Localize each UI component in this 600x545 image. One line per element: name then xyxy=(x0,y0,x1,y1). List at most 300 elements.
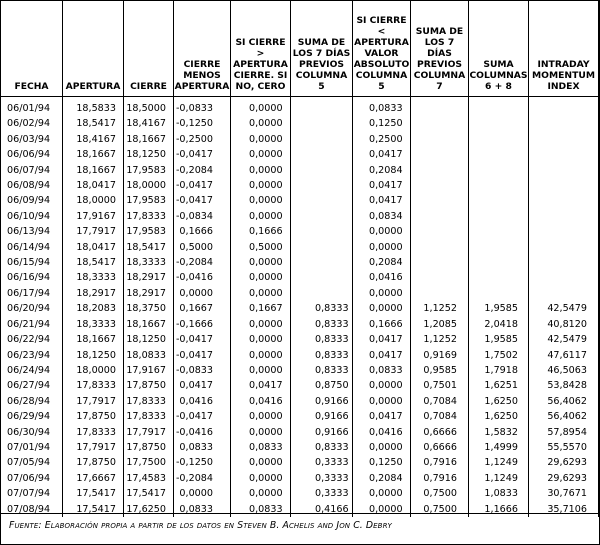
table-cell: -0,0417 xyxy=(174,332,231,347)
table-cell: 0,6666 xyxy=(411,425,469,440)
table-cell: 35,7106 xyxy=(529,502,599,517)
header-row xyxy=(1,0,599,97)
table-cell: -0,0416 xyxy=(174,425,231,440)
table-cell: 0,0833 xyxy=(174,440,231,455)
table-cell: 18,1250 xyxy=(124,332,174,347)
table-cell: 17,9167 xyxy=(124,363,174,378)
table-cell: 2,0418 xyxy=(469,317,529,332)
table-cell: 0,0416 xyxy=(174,394,231,409)
table-cell: 17,5417 xyxy=(63,502,124,517)
table-row xyxy=(1,332,599,347)
table-cell: 17,8750 xyxy=(124,440,174,455)
table-body xyxy=(1,97,599,517)
table-cell: 06/30/94 xyxy=(1,425,63,440)
table-cell: 0,7916 xyxy=(411,455,469,470)
table-cell: 06/22/94 xyxy=(1,332,63,347)
table-row xyxy=(1,97,599,117)
table-cell: 0,9166 xyxy=(291,425,353,440)
table-cell: 0,0417 xyxy=(353,193,411,208)
table-cell: 0,0000 xyxy=(231,332,291,347)
table-cell: 0,0417 xyxy=(174,378,231,393)
table-cell xyxy=(291,132,353,147)
table-cell: 1,9585 xyxy=(469,332,529,347)
table-cell: 0,0416 xyxy=(353,425,411,440)
table-cell: 53,8428 xyxy=(529,378,599,393)
table-cell: 18,1667 xyxy=(63,163,124,178)
table-cell: 0,7084 xyxy=(411,394,469,409)
table-cell: 0,5000 xyxy=(231,240,291,255)
table-cell: 0,0000 xyxy=(231,317,291,332)
table-cell xyxy=(291,116,353,131)
table-cell: 0,0000 xyxy=(231,486,291,501)
table-cell xyxy=(469,240,529,255)
table-cell: 0,0000 xyxy=(231,178,291,193)
table-row xyxy=(1,163,599,178)
table-row xyxy=(1,286,599,301)
table-row xyxy=(1,193,599,208)
table-cell xyxy=(469,116,529,131)
table-cell: 57,8954 xyxy=(529,425,599,440)
table-cell: 07/07/94 xyxy=(1,486,63,501)
table-cell xyxy=(529,132,599,147)
table-cell: 30,7671 xyxy=(529,486,599,501)
table-cell xyxy=(411,193,469,208)
table-cell: 0,0000 xyxy=(174,286,231,301)
table-cell xyxy=(291,163,353,178)
table-cell: 0,8333 xyxy=(291,348,353,363)
table-cell xyxy=(291,178,353,193)
table-cell: 06/21/94 xyxy=(1,317,63,332)
table-cell: 1,6250 xyxy=(469,409,529,424)
table-cell: -0,1666 xyxy=(174,317,231,332)
table-cell xyxy=(529,193,599,208)
table-cell: 17,6250 xyxy=(124,502,174,517)
table-cell: 0,1250 xyxy=(353,116,411,131)
table-cell: 06/17/94 xyxy=(1,286,63,301)
table-cell xyxy=(529,116,599,131)
table-cell: 06/10/94 xyxy=(1,209,63,224)
table-cell xyxy=(529,255,599,270)
table-cell xyxy=(411,132,469,147)
table-cell: -0,0417 xyxy=(174,178,231,193)
column-header: SI CIERRE < APERTURA VALOR ABSOLUTO COLUMNA 5 xyxy=(353,0,411,97)
table-cell: 0,0834 xyxy=(353,209,411,224)
table-cell xyxy=(291,209,353,224)
table-row xyxy=(1,132,599,147)
table-cell xyxy=(291,270,353,285)
table-cell: 0,0833 xyxy=(231,502,291,517)
table-row xyxy=(1,455,599,470)
table-cell: 07/01/94 xyxy=(1,440,63,455)
column-header: SUMA DE LOS 7 DÍAS PREVIOS COLUMNA 5 xyxy=(291,0,353,97)
table-cell: 0,0000 xyxy=(231,348,291,363)
table-cell xyxy=(469,209,529,224)
table-cell: 18,1667 xyxy=(63,332,124,347)
column-header: SUMA DE LOS 7 DÍAS PREVIOS COLUMNA 7 xyxy=(411,0,469,97)
table-cell: 0,8750 xyxy=(291,378,353,393)
table-cell: 0,0000 xyxy=(353,378,411,393)
table-cell: 0,8333 xyxy=(291,363,353,378)
table-row xyxy=(1,440,599,455)
table-cell: 17,5417 xyxy=(124,486,174,501)
table-cell: 1,9585 xyxy=(469,301,529,316)
table-cell xyxy=(529,163,599,178)
table-row xyxy=(1,486,599,501)
table-row xyxy=(1,116,599,131)
table-cell: -0,0834 xyxy=(174,209,231,224)
table-cell: 0,0833 xyxy=(353,363,411,378)
table-cell: -0,0417 xyxy=(174,348,231,363)
table-cell xyxy=(469,147,529,162)
table-cell: -0,2500 xyxy=(174,132,231,147)
table-cell xyxy=(469,255,529,270)
table-cell: 0,1666 xyxy=(231,224,291,239)
table-cell: 18,2917 xyxy=(124,286,174,301)
table-cell xyxy=(291,97,353,117)
table-cell: 0,0000 xyxy=(231,163,291,178)
table-cell: 18,0417 xyxy=(63,240,124,255)
table-cell xyxy=(291,224,353,239)
table-row xyxy=(1,209,599,224)
table-cell: 0,0000 xyxy=(231,132,291,147)
table-row xyxy=(1,502,599,517)
table-cell: 0,2084 xyxy=(353,471,411,486)
table-cell: 17,7917 xyxy=(63,224,124,239)
table-cell: 0,1666 xyxy=(174,224,231,239)
table-cell: 0,0417 xyxy=(353,409,411,424)
table-cell xyxy=(529,209,599,224)
table-cell: 06/02/94 xyxy=(1,116,63,131)
table-cell xyxy=(469,286,529,301)
table-cell: 06/28/94 xyxy=(1,394,63,409)
table-cell xyxy=(529,97,599,117)
table-cell: 17,7917 xyxy=(63,394,124,409)
table-cell: 0,0000 xyxy=(174,486,231,501)
table-cell: -0,2084 xyxy=(174,163,231,178)
table-cell: 06/01/94 xyxy=(1,97,63,117)
table-cell: 0,7500 xyxy=(411,502,469,517)
table-row xyxy=(1,394,599,409)
table-cell: 0,0000 xyxy=(231,471,291,486)
table-cell: 0,3333 xyxy=(291,486,353,501)
table-row xyxy=(1,348,599,363)
table-cell: 1,5832 xyxy=(469,425,529,440)
table-cell xyxy=(411,97,469,117)
table-cell: -0,0417 xyxy=(174,193,231,208)
table-cell: 18,2917 xyxy=(124,270,174,285)
table-cell: 1,1666 xyxy=(469,502,529,517)
table-cell: 0,4166 xyxy=(291,502,353,517)
table-cell: 18,5417 xyxy=(63,116,124,131)
table-cell: -0,1250 xyxy=(174,116,231,131)
table-cell: 56,4062 xyxy=(529,409,599,424)
footnote-label: Fuente: xyxy=(9,520,42,531)
table-cell xyxy=(529,270,599,285)
table-cell: 06/08/94 xyxy=(1,178,63,193)
table-cell: 1,1249 xyxy=(469,455,529,470)
table-cell: 42,5479 xyxy=(529,332,599,347)
table-cell: 06/15/94 xyxy=(1,255,63,270)
table-cell: 0,0416 xyxy=(231,394,291,409)
table-row xyxy=(1,178,599,193)
table-cell: 18,0000 xyxy=(63,363,124,378)
table-cell: 42,5479 xyxy=(529,301,599,316)
table-cell: 1,1249 xyxy=(469,471,529,486)
table-cell: 0,0000 xyxy=(231,116,291,131)
table-cell: -0,0417 xyxy=(174,409,231,424)
table-cell xyxy=(411,224,469,239)
table-row xyxy=(1,425,599,440)
table-cell: 17,7500 xyxy=(124,455,174,470)
column-header: SUMA COLUMNAS 6 + 8 xyxy=(469,0,529,97)
column-header: CIERRE MENOS APERTURA xyxy=(174,0,231,97)
table-cell: 0,9169 xyxy=(411,348,469,363)
table-cell: 0,8333 xyxy=(291,332,353,347)
table-cell: 0,2084 xyxy=(353,163,411,178)
table-cell: 18,2917 xyxy=(63,286,124,301)
table-cell: 17,9583 xyxy=(124,163,174,178)
table-cell: 0,1666 xyxy=(353,317,411,332)
table-cell xyxy=(291,240,353,255)
footnote-text: Elaboración propia a partir de los datos en Steven B. Achelis and Jon C. Debry xyxy=(41,520,392,531)
table-cell: 1,7502 xyxy=(469,348,529,363)
table-cell: 17,9167 xyxy=(63,209,124,224)
table-cell: 06/24/94 xyxy=(1,363,63,378)
table-row xyxy=(1,255,599,270)
table-cell xyxy=(469,132,529,147)
table-cell: 18,5417 xyxy=(63,255,124,270)
table-cell xyxy=(469,270,529,285)
table-cell: 0,0000 xyxy=(353,301,411,316)
table-cell: 06/09/94 xyxy=(1,193,63,208)
table-cell: 17,8333 xyxy=(124,409,174,424)
table-cell xyxy=(529,178,599,193)
table-cell xyxy=(529,224,599,239)
table-cell: 0,0417 xyxy=(353,147,411,162)
table-cell: 18,0000 xyxy=(63,193,124,208)
table-cell: 0,8333 xyxy=(291,440,353,455)
table-cell: 18,5000 xyxy=(124,97,174,117)
footnote-divider xyxy=(0,513,598,514)
table-row xyxy=(1,317,599,332)
table-cell: 0,2084 xyxy=(353,255,411,270)
table-cell xyxy=(469,224,529,239)
table-row xyxy=(1,270,599,285)
table-cell: 0,0000 xyxy=(231,270,291,285)
table-cell xyxy=(411,255,469,270)
table-cell: 0,0000 xyxy=(231,425,291,440)
footnote xyxy=(9,520,392,531)
table-cell: -0,0416 xyxy=(174,270,231,285)
table-cell: 06/20/94 xyxy=(1,301,63,316)
table-cell: 0,7501 xyxy=(411,378,469,393)
table-cell: 06/29/94 xyxy=(1,409,63,424)
table-cell: 06/16/94 xyxy=(1,270,63,285)
table-cell: 17,8333 xyxy=(124,209,174,224)
table-cell: -0,0833 xyxy=(174,97,231,117)
table-cell: 18,1667 xyxy=(124,132,174,147)
table-cell: 1,2085 xyxy=(411,317,469,332)
column-header: SI CIERRE > APERTURA CIERRE. SI NO, CERO xyxy=(231,0,291,97)
table-cell: 56,4062 xyxy=(529,394,599,409)
table-cell: 18,0000 xyxy=(124,178,174,193)
table-cell: 06/23/94 xyxy=(1,348,63,363)
column-header: APERTURA xyxy=(63,0,124,97)
table-cell: 0,8333 xyxy=(291,317,353,332)
table-cell: 0,7084 xyxy=(411,409,469,424)
table-cell: 17,8750 xyxy=(63,409,124,424)
table-cell: 18,1250 xyxy=(124,147,174,162)
table-cell: 06/06/94 xyxy=(1,147,63,162)
column-header: INTRADAY MOMENTUM INDEX xyxy=(529,0,599,97)
table-cell xyxy=(469,193,529,208)
table-cell: 17,8333 xyxy=(124,394,174,409)
table-cell: 17,8333 xyxy=(63,378,124,393)
table-cell: 1,1252 xyxy=(411,301,469,316)
table-cell: 0,0000 xyxy=(231,193,291,208)
table-cell: 18,2083 xyxy=(63,301,124,316)
table-cell: 0,0000 xyxy=(353,224,411,239)
table-cell xyxy=(411,270,469,285)
table-row xyxy=(1,409,599,424)
table-cell: 17,9583 xyxy=(124,224,174,239)
table-cell: 29,6293 xyxy=(529,455,599,470)
table-row xyxy=(1,240,599,255)
table-cell: 0,0000 xyxy=(353,486,411,501)
table-cell: 0,0000 xyxy=(231,255,291,270)
table-cell: 0,0000 xyxy=(231,286,291,301)
table-cell: 18,1250 xyxy=(63,348,124,363)
table-cell: 0,6666 xyxy=(411,440,469,455)
table-cell: 0,7500 xyxy=(411,486,469,501)
table-cell: 0,3333 xyxy=(291,455,353,470)
table-cell: 06/13/94 xyxy=(1,224,63,239)
table-cell: -0,1250 xyxy=(174,455,231,470)
table-cell: 1,0833 xyxy=(469,486,529,501)
table-cell xyxy=(411,209,469,224)
table-row xyxy=(1,363,599,378)
table-cell: 06/07/94 xyxy=(1,163,63,178)
table-cell: 46,5063 xyxy=(529,363,599,378)
table-cell: 0,8333 xyxy=(291,301,353,316)
table-cell: -0,0833 xyxy=(174,363,231,378)
table-cell: 17,5417 xyxy=(63,486,124,501)
table-cell: 0,9166 xyxy=(291,409,353,424)
table-cell xyxy=(411,116,469,131)
table-cell xyxy=(529,240,599,255)
table-cell xyxy=(291,147,353,162)
table-cell: 18,4167 xyxy=(124,116,174,131)
table-row xyxy=(1,471,599,486)
table-cell: 17,7917 xyxy=(63,440,124,455)
table-cell xyxy=(529,147,599,162)
table-cell: 17,8750 xyxy=(63,455,124,470)
table-cell: 29,6293 xyxy=(529,471,599,486)
table-cell: 06/27/94 xyxy=(1,378,63,393)
table-cell xyxy=(291,193,353,208)
table-cell xyxy=(291,286,353,301)
table-cell: 0,0417 xyxy=(353,178,411,193)
table-cell xyxy=(469,163,529,178)
table-cell: -0,2084 xyxy=(174,255,231,270)
table-cell: 18,4167 xyxy=(63,132,124,147)
table-cell: 18,3333 xyxy=(63,317,124,332)
table-cell: 55,5570 xyxy=(529,440,599,455)
table-cell xyxy=(411,286,469,301)
table-cell: 17,4583 xyxy=(124,471,174,486)
table-cell: 18,3750 xyxy=(124,301,174,316)
table-cell: 0,0000 xyxy=(353,502,411,517)
table-cell: 0,0000 xyxy=(231,409,291,424)
column-header: FECHA xyxy=(1,0,63,97)
table-cell xyxy=(469,97,529,117)
table-cell: 0,9166 xyxy=(291,394,353,409)
table-cell: 0,0000 xyxy=(231,363,291,378)
table-cell: 07/08/94 xyxy=(1,502,63,517)
table-cell: 17,8750 xyxy=(124,378,174,393)
table-cell: 0,0000 xyxy=(231,209,291,224)
table-cell: 0,2500 xyxy=(353,132,411,147)
table-cell: 18,3333 xyxy=(63,270,124,285)
table-cell: 1,1252 xyxy=(411,332,469,347)
table-cell: 0,0000 xyxy=(231,97,291,117)
table-cell: 0,0417 xyxy=(353,332,411,347)
table-cell: 18,0833 xyxy=(124,348,174,363)
table-cell: 06/03/94 xyxy=(1,132,63,147)
table-cell: 0,9585 xyxy=(411,363,469,378)
table-cell: 47,6117 xyxy=(529,348,599,363)
table-cell: 0,0833 xyxy=(353,97,411,117)
table-cell: 17,9583 xyxy=(124,193,174,208)
table-row xyxy=(1,301,599,316)
table-cell: 0,0000 xyxy=(353,240,411,255)
table-cell xyxy=(529,286,599,301)
table-cell xyxy=(411,147,469,162)
table-cell: 0,0417 xyxy=(231,378,291,393)
table-cell: 18,0417 xyxy=(63,178,124,193)
table-cell: 0,0833 xyxy=(174,502,231,517)
table-cell: 0,0000 xyxy=(353,394,411,409)
table-cell: 0,1250 xyxy=(353,455,411,470)
table-cell: 18,5417 xyxy=(124,240,174,255)
table-cell: 18,3333 xyxy=(124,255,174,270)
table-row xyxy=(1,378,599,393)
table-cell: 06/14/94 xyxy=(1,240,63,255)
table-cell xyxy=(411,178,469,193)
table-cell: 17,6667 xyxy=(63,471,124,486)
table-cell: 0,0000 xyxy=(353,286,411,301)
table-cell xyxy=(411,163,469,178)
table-cell xyxy=(291,255,353,270)
table-cell: 0,1667 xyxy=(231,301,291,316)
table-cell: 0,3333 xyxy=(291,471,353,486)
table-cell: 0,5000 xyxy=(174,240,231,255)
table-cell: 0,0000 xyxy=(231,455,291,470)
table-cell: 18,1667 xyxy=(124,317,174,332)
table-cell xyxy=(411,240,469,255)
table-cell: -0,0417 xyxy=(174,147,231,162)
table-cell: 1,6251 xyxy=(469,378,529,393)
table-cell: 0,0833 xyxy=(231,440,291,455)
table-cell: 07/06/94 xyxy=(1,471,63,486)
table-row xyxy=(1,147,599,162)
table-cell: 0,0417 xyxy=(353,348,411,363)
table-cell: 40,8120 xyxy=(529,317,599,332)
table-cell: 17,8333 xyxy=(63,425,124,440)
table-cell: 07/05/94 xyxy=(1,455,63,470)
table-cell: 0,0000 xyxy=(231,147,291,162)
table-cell: 0,0000 xyxy=(353,440,411,455)
